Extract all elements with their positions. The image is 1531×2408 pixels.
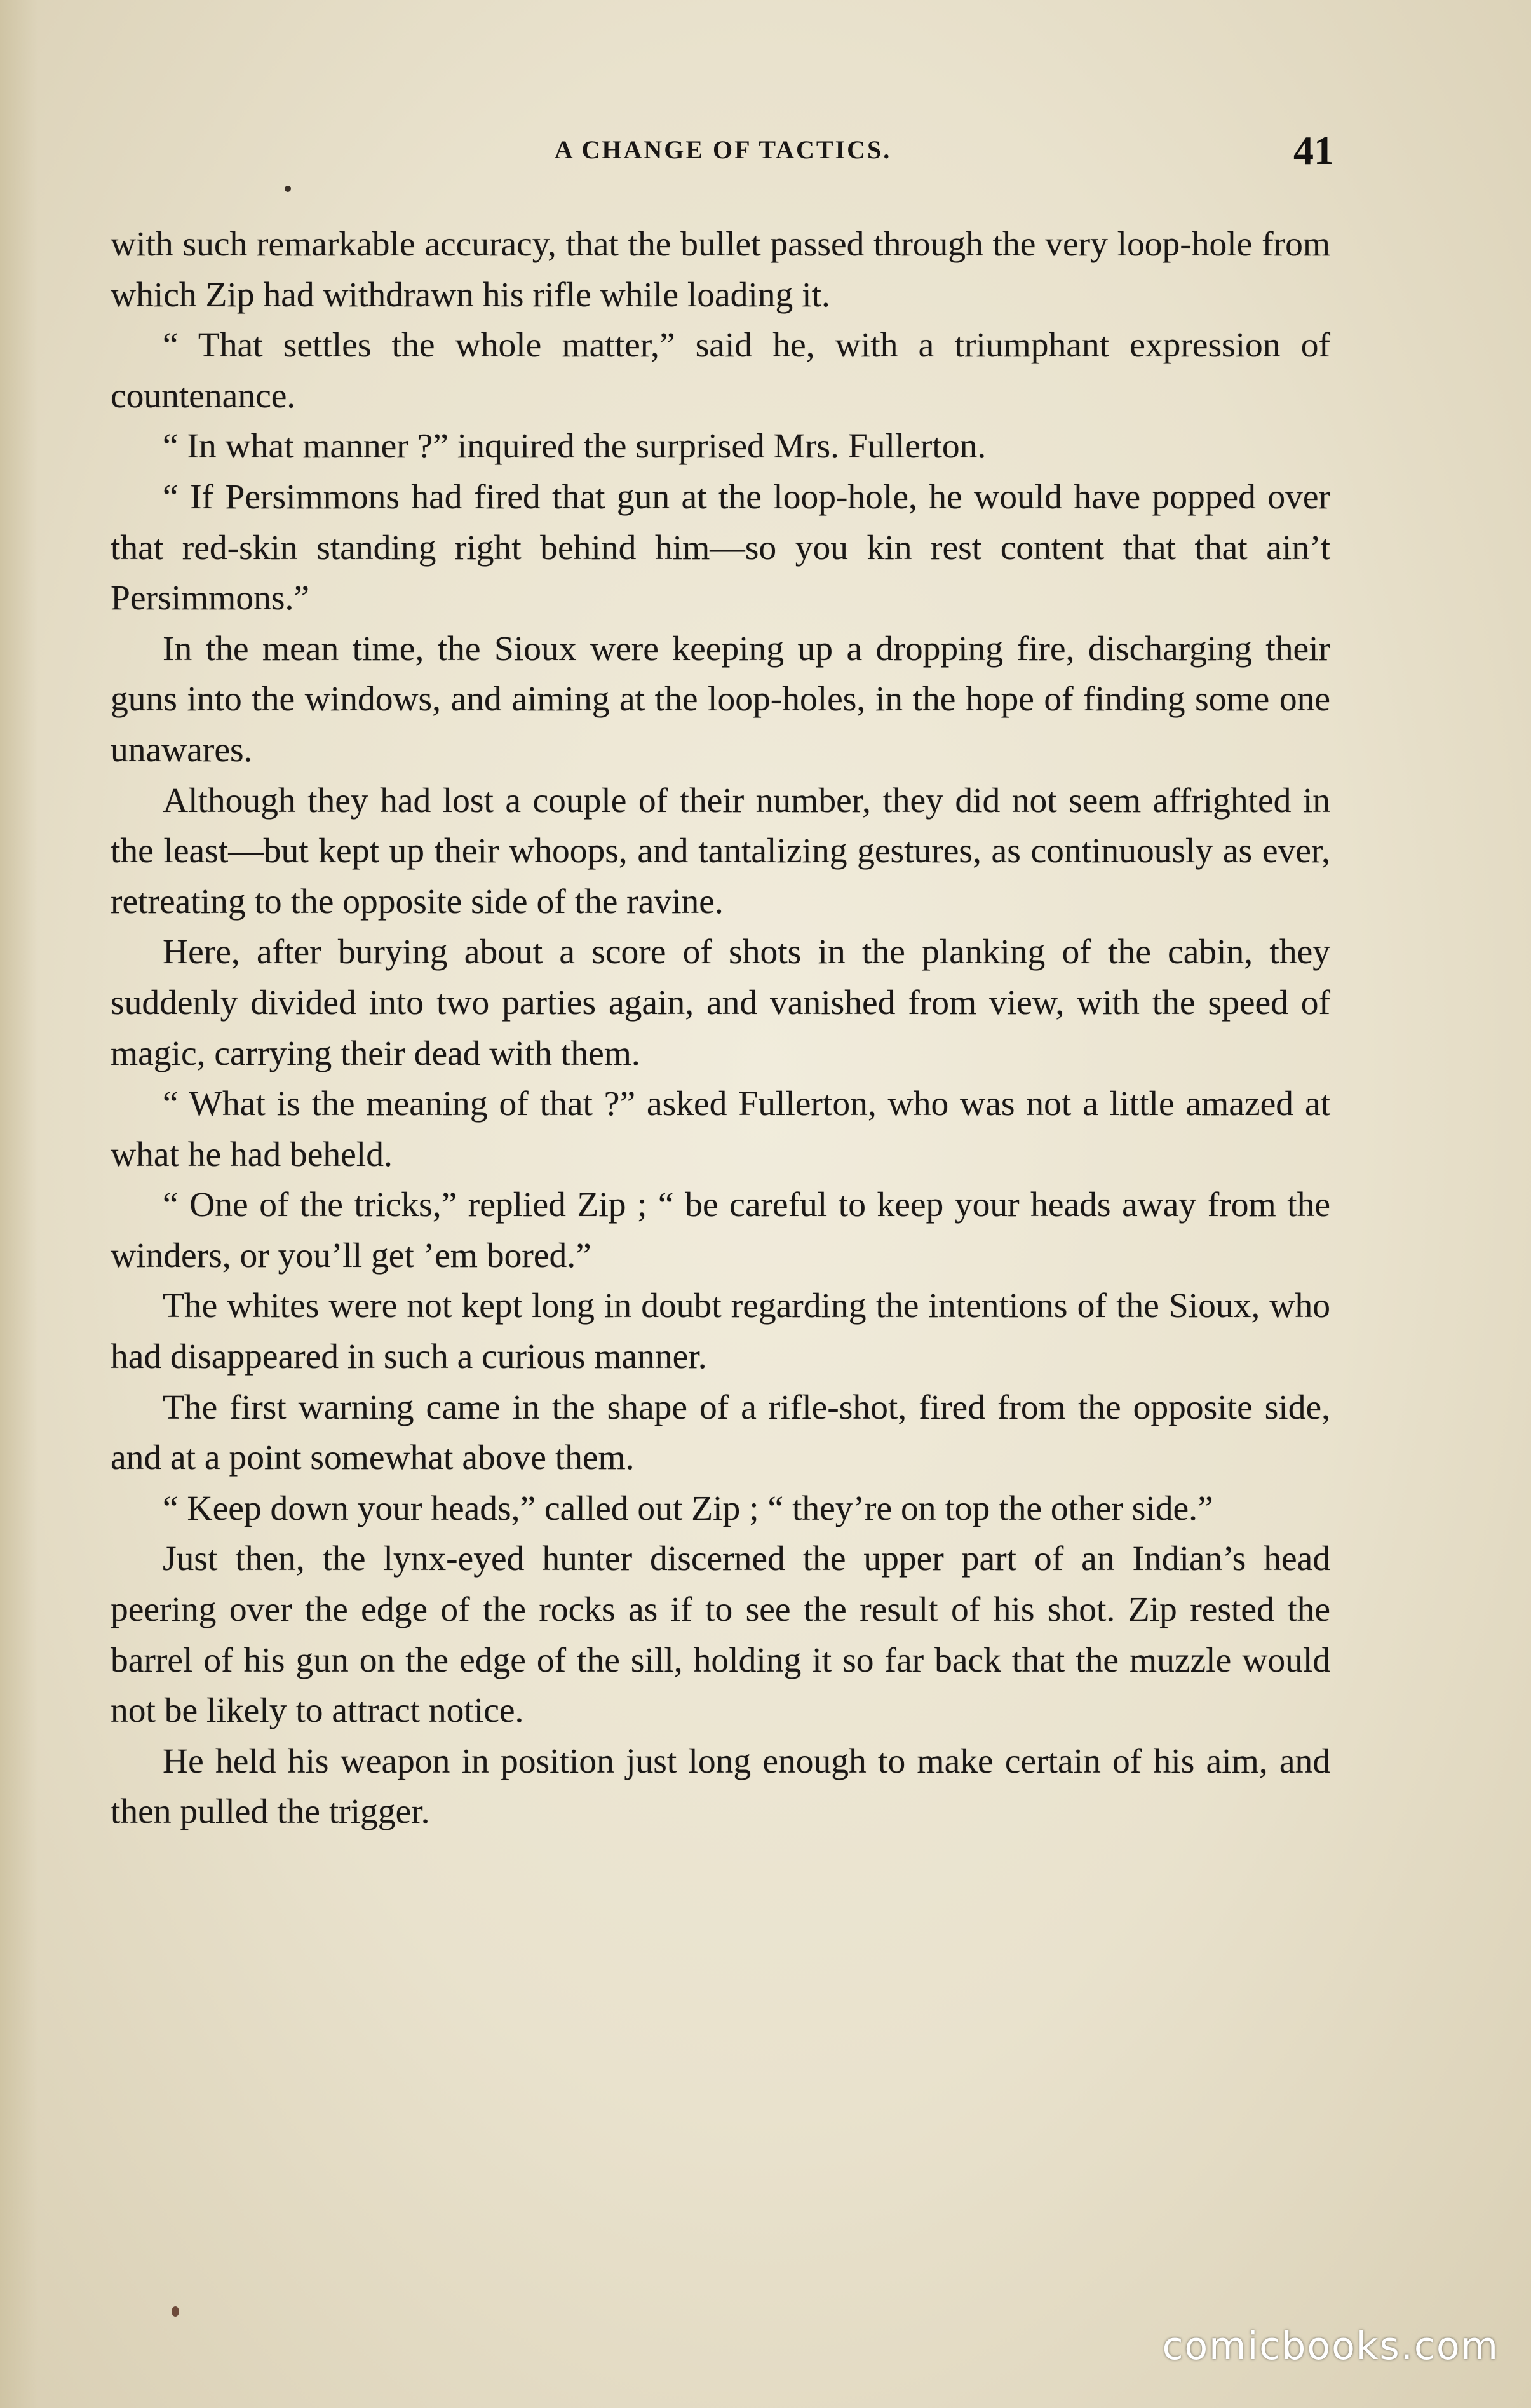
page-edge-shadow — [0, 0, 38, 2408]
page-number: 41 — [1293, 128, 1334, 173]
paragraph: Just then, the lynx-eyed hunter discerned the upper part of an Indian’s head peering over the edge of the rocks as if to see the result of his shot. Zip rested the barrel of his gun on the edge of the sill, holding it so far back that the muzzle would not be likely to attract notice. — [111, 1539, 1330, 1731]
paragraph: “ What is the meaning of that ?” asked Fullerton, who was not a little amazed at what he had beheld. — [111, 1085, 1330, 1174]
paragraph: In the mean time, the Sioux were keeping up a dropping fire, discharging their guns into the windows, and aiming at the loop-holes, in the hope of finding some one unawares. — [111, 629, 1330, 769]
paragraph: “ If Persimmons had fired that gun at the loop-hole, he would have popped over that red-skin standing right behind him—so you kin rest content that that ain’t Persimmons.” — [111, 477, 1330, 618]
paragraph: Here, after burying about a score of shots in the planking of the cabin, they suddenly divided into two parties again, and vanished from view, with the speed of magic, carrying their dead with them. — [111, 933, 1330, 1073]
paragraph: “ One of the tricks,” replied Zip ; “ be careful to keep your heads away from the winders, or you’ll get ’em bored.” — [111, 1186, 1330, 1275]
paragraph: “ In what manner ?” inquired the surprised Mrs. Fullerton. — [163, 427, 987, 466]
paragraph: The first warning came in the shape of a rifle-shot, fired from the opposite side, and at a point somewhat above them. — [111, 1388, 1330, 1478]
paragraph: “ Keep down your heads,” called out Zip ; “ they’re on top the other side.” — [163, 1489, 1213, 1528]
paragraph: Although they had lost a couple of their number, they did not seem affrighted in the least—but kept up their whoops, and tantalizing gestures, as continuously as ever, retreating to the opposite side of the ravine. — [111, 781, 1330, 921]
page-header — [112, 127, 1334, 178]
paragraph: The whites were not kept long in doubt regarding the intentions of the Sioux, who had disappeared in such a curious manner. — [111, 1287, 1330, 1377]
ink-speck — [285, 186, 291, 192]
paragraph: with such remarkable accuracy, that the bullet passed through the very loop-hole from which Zip had withdrawn his rifle while loading it. — [111, 225, 1330, 315]
paragraph: “ That settles the whole matter,” said he, with a triumphant expression of countenance. — [111, 326, 1330, 416]
running-title: A CHANGE OF TACTICS. — [554, 135, 892, 164]
body-text — [111, 219, 1330, 1837]
ink-speck — [172, 2306, 179, 2317]
watermark: comicbooks.com — [1162, 2324, 1499, 2369]
paragraph: He held his weapon in position just long enough to make certain of his aim, and then pulled the trigger. — [111, 1742, 1330, 1832]
